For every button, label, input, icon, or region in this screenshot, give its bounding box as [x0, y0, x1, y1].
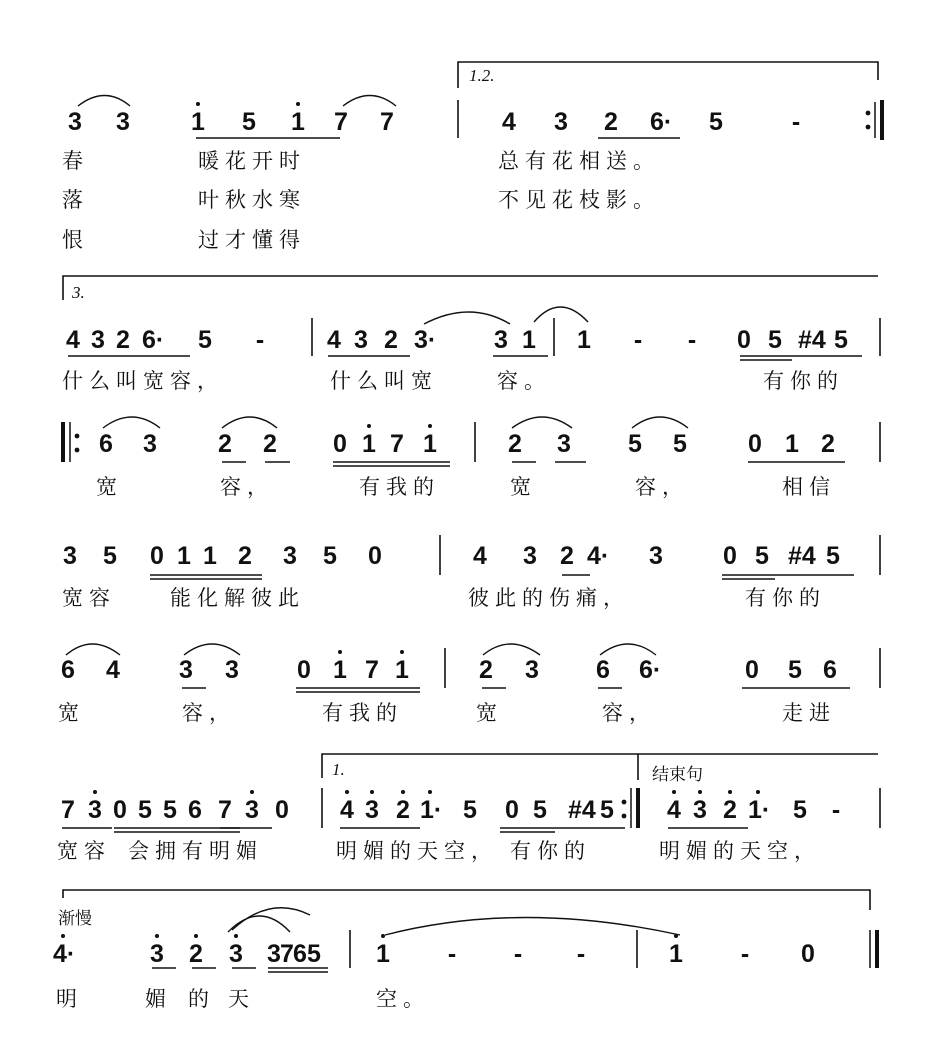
note: 3	[150, 940, 164, 968]
note: 3	[494, 326, 508, 354]
high-octave-dot	[672, 790, 676, 794]
lyric: 明媚的天空，	[659, 839, 821, 863]
note: 1	[333, 656, 347, 684]
note: 4·	[587, 542, 610, 570]
note: 2	[238, 542, 252, 570]
lyric: 走进	[782, 701, 836, 725]
note: 7	[218, 796, 232, 824]
note: 0	[737, 326, 751, 354]
high-octave-dot	[296, 102, 300, 106]
note: 3	[365, 796, 379, 824]
note: 3	[523, 542, 537, 570]
note: 0	[113, 796, 127, 824]
high-octave-dot	[428, 790, 432, 794]
high-octave-dot	[401, 790, 405, 794]
note: 3	[354, 326, 368, 354]
note: #4	[788, 542, 816, 570]
note: 7	[280, 940, 294, 968]
lyric: 不见花枝影。	[498, 188, 660, 212]
lyric: 有我的	[359, 475, 440, 499]
note: 3	[649, 542, 663, 570]
note: 6	[61, 656, 75, 684]
note: 4	[473, 542, 487, 570]
lyric: 宽容	[57, 839, 111, 863]
lyric: 媚	[145, 987, 172, 1011]
note: 3	[283, 542, 297, 570]
lyric: 暖花开时	[198, 149, 306, 173]
note: 3	[91, 326, 105, 354]
note: 5	[533, 796, 547, 824]
lyric: 什么叫宽容，	[62, 369, 224, 393]
lyric: 相信	[782, 475, 836, 499]
lyric: 明媚的天空，	[336, 839, 498, 863]
lyric: 空。	[376, 987, 430, 1011]
note: 7	[380, 108, 394, 136]
lyric: 宽	[96, 475, 123, 499]
note: 1	[669, 940, 683, 968]
lyric: 的	[188, 987, 215, 1011]
note: 6	[188, 796, 202, 824]
tempo-label: 渐慢	[58, 909, 92, 929]
lyric: 彼此的伤痛，	[468, 586, 630, 610]
high-octave-dot	[345, 790, 349, 794]
note: 5	[463, 796, 477, 824]
note: 1	[577, 326, 591, 354]
note: 7	[61, 796, 75, 824]
note: 5	[673, 430, 687, 458]
note: 2	[384, 326, 398, 354]
note: 2	[116, 326, 130, 354]
note: -	[740, 940, 750, 968]
note: 5	[793, 796, 807, 824]
note: 2	[479, 656, 493, 684]
note: 3	[63, 542, 77, 570]
lyric: 明	[56, 987, 83, 1011]
note: 5	[307, 940, 321, 968]
lyric: 容，	[602, 701, 656, 725]
note: 1	[522, 326, 536, 354]
note: 1	[376, 940, 390, 968]
note: 5	[242, 108, 256, 136]
note: 5	[600, 796, 614, 824]
note: 3	[245, 796, 259, 824]
lyric: 叶秋水寒	[198, 188, 306, 212]
note: 3	[557, 430, 571, 458]
volta-3-label: 3.	[72, 283, 85, 302]
lyric: 有我的	[322, 701, 403, 725]
note: 0	[801, 940, 815, 968]
note: 2	[508, 430, 522, 458]
high-octave-dot	[338, 650, 342, 654]
lyric: 能化解彼此	[170, 586, 305, 610]
note: 3	[229, 940, 243, 968]
note: 0	[748, 430, 762, 458]
lyric: 宽	[58, 701, 85, 725]
lyric: 天	[228, 987, 255, 1011]
high-octave-dot	[428, 424, 432, 428]
note: 3	[143, 430, 157, 458]
note: -	[576, 940, 586, 968]
note: 2	[723, 796, 737, 824]
note: 7	[390, 430, 404, 458]
high-octave-dot	[370, 790, 374, 794]
note: 5	[198, 326, 212, 354]
note: 3	[693, 796, 707, 824]
high-octave-dot	[93, 790, 97, 794]
note: 2	[218, 430, 232, 458]
high-octave-dot	[400, 650, 404, 654]
note: 0	[745, 656, 759, 684]
note: -	[791, 108, 801, 136]
note: 6	[99, 430, 113, 458]
note: 0	[723, 542, 737, 570]
note: 6·	[142, 326, 165, 354]
note: 6·	[650, 108, 673, 136]
note: 4	[502, 108, 516, 136]
note: 1	[395, 656, 409, 684]
note: 5	[138, 796, 152, 824]
note: 3	[179, 656, 193, 684]
note: 3	[88, 796, 102, 824]
lyric: 春	[62, 149, 89, 173]
note: 4·	[53, 940, 76, 968]
lyric: 容，	[182, 701, 236, 725]
note: 3	[225, 656, 239, 684]
note: 6	[596, 656, 610, 684]
note: 3	[267, 940, 281, 968]
volta-1-label: 1.	[332, 760, 345, 779]
high-octave-dot	[698, 790, 702, 794]
note: 7	[365, 656, 379, 684]
note: 6	[293, 940, 307, 968]
note: -	[447, 940, 457, 968]
note: 5	[768, 326, 782, 354]
note: 4	[106, 656, 120, 684]
note: -	[687, 326, 697, 354]
note: -	[633, 326, 643, 354]
note: -	[831, 796, 841, 824]
lyric: 容，	[635, 475, 689, 499]
note: 3	[116, 108, 130, 136]
lyric: 容，	[220, 475, 274, 499]
note: 3	[525, 656, 539, 684]
note: 4	[340, 796, 354, 824]
ending-label: 结束句	[652, 765, 703, 785]
note: 5	[826, 542, 840, 570]
note: 0	[368, 542, 382, 570]
lyric: 宽容	[62, 586, 116, 610]
note: 1	[291, 108, 305, 136]
note: 4	[327, 326, 341, 354]
note: 1	[203, 542, 217, 570]
high-octave-dot	[381, 934, 385, 938]
note: 3	[554, 108, 568, 136]
note: 5	[628, 430, 642, 458]
note: 0	[275, 796, 289, 824]
note: 5	[103, 542, 117, 570]
note: 0	[297, 656, 311, 684]
lyric: 有你的	[745, 586, 826, 610]
note: 2	[189, 940, 203, 968]
note: 7	[334, 108, 348, 136]
high-octave-dot	[196, 102, 200, 106]
note: 1·	[748, 796, 771, 824]
note: 1	[177, 542, 191, 570]
high-octave-dot	[250, 790, 254, 794]
lyric: 有你的	[510, 839, 591, 863]
high-octave-dot	[674, 934, 678, 938]
note: 6	[823, 656, 837, 684]
lyric: 恨	[62, 228, 89, 252]
note: 5	[755, 542, 769, 570]
note: 0	[150, 542, 164, 570]
note: 5	[709, 108, 723, 136]
note: 6·	[639, 656, 662, 684]
note: #4	[568, 796, 596, 824]
lyric: 总有花相送。	[498, 149, 660, 173]
note: 1	[191, 108, 205, 136]
note: 3	[68, 108, 82, 136]
high-octave-dot	[367, 424, 371, 428]
note: 5	[323, 542, 337, 570]
lyric: 容。	[497, 369, 551, 393]
note: #4	[798, 326, 826, 354]
note: 5	[788, 656, 802, 684]
volta-1-2-label: 1.2.	[469, 66, 495, 85]
lyric: 宽	[476, 701, 503, 725]
high-octave-dot	[728, 790, 732, 794]
note: 5	[163, 796, 177, 824]
high-octave-dot	[756, 790, 760, 794]
note: 2	[396, 796, 410, 824]
note: 1	[362, 430, 376, 458]
note: 0	[505, 796, 519, 824]
high-octave-dot	[194, 934, 198, 938]
lyric: 会拥有明媚	[128, 839, 263, 863]
note: 3·	[414, 326, 437, 354]
high-octave-dot	[155, 934, 159, 938]
note: 1	[785, 430, 799, 458]
note: 4	[667, 796, 681, 824]
note: 1·	[420, 796, 443, 824]
note: 2	[604, 108, 618, 136]
note: 2	[263, 430, 277, 458]
lyric: 有你的	[763, 369, 844, 393]
note: 2	[560, 542, 574, 570]
lyric: 过才懂得	[198, 228, 306, 252]
note: 2	[821, 430, 835, 458]
lyric: 落	[62, 188, 89, 212]
note: 5	[834, 326, 848, 354]
note: -	[513, 940, 523, 968]
high-octave-dot	[234, 934, 238, 938]
lyric: 什么叫宽	[330, 369, 438, 393]
note: -	[255, 326, 265, 354]
note: 4	[66, 326, 80, 354]
note: 1	[423, 430, 437, 458]
note: 0	[333, 430, 347, 458]
high-octave-dot	[61, 934, 65, 938]
lyric: 宽	[510, 475, 537, 499]
